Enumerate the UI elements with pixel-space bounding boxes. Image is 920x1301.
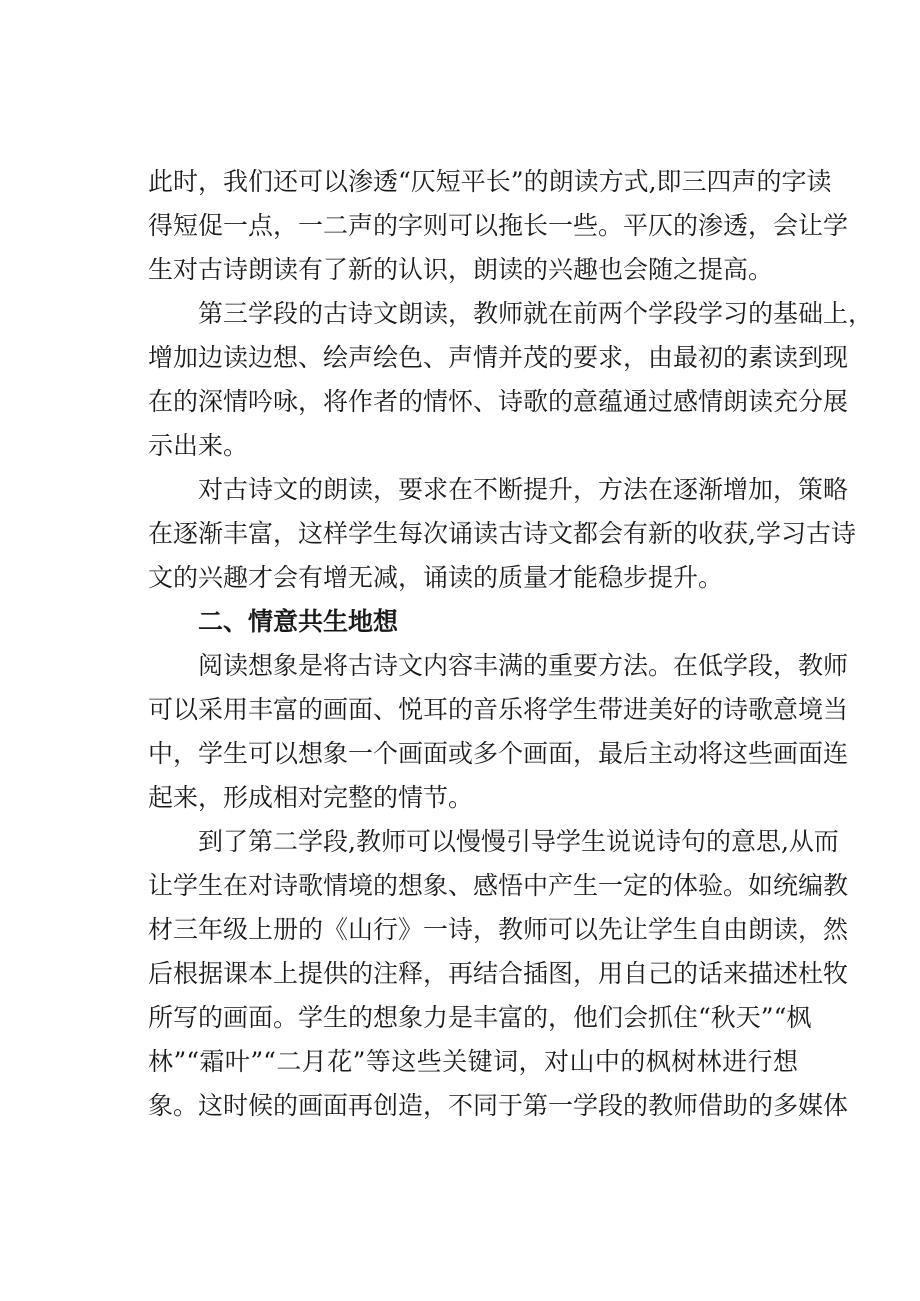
paragraph-line bbox=[0, 380, 920, 424]
paragraph-line bbox=[0, 556, 920, 600]
text-line: 所写的画面。学生的想象力是丰富的，他们会抓住“秋天”“枫 bbox=[148, 1003, 812, 1032]
text-line: 得短促一点，一二声的字则可以拖长一些。平仄的渗透，会让学 bbox=[148, 211, 849, 240]
text-line: 在的深情吟咏，将作者的情怀、诗歌的意蕴通过感情朗读充分展 bbox=[148, 387, 849, 416]
paragraph-line bbox=[0, 688, 920, 732]
paragraph-line bbox=[0, 776, 920, 820]
text-line: 文的兴趣才会有增无减，诵读的质量才能稳步提升。 bbox=[148, 563, 724, 592]
text-line: 增加边读边想、绘声绘色、声情并茂的要求，由最初的素读到现 bbox=[148, 343, 849, 372]
text-line: 阅读想象是将古诗文内容丰满的重要方法。在低学段，教师 bbox=[198, 651, 849, 680]
section-heading: 二、情意共生地想 bbox=[198, 607, 399, 636]
text-line: 此时，我们还可以渗透“仄短平长”的朗读方式,即三四声的字读 bbox=[148, 167, 832, 196]
text-line: 第三学段的古诗文朗读，教师就在前两个学段学习的基础上， bbox=[198, 299, 874, 328]
text-line: 中，学生可以想象一个画面或多个画面，最后主动将这些画面连 bbox=[148, 739, 849, 768]
text-line: 示出来。 bbox=[148, 431, 249, 460]
text-line: 到了第二学段,教师可以慢慢引导学生说说诗句的意思,从而 bbox=[198, 827, 839, 856]
text-line: 生对古诗朗读有了新的认识，朗读的兴趣也会随之提高。 bbox=[148, 255, 774, 284]
text-line: 对古诗文的朗读，要求在不断提升，方法在逐渐增加，策略 bbox=[198, 475, 849, 504]
paragraph-line bbox=[0, 996, 920, 1040]
text-line: 让学生在对诗歌情境的想象、感悟中产生一定的体验。如统编教 bbox=[148, 871, 849, 900]
paragraph-line bbox=[0, 644, 920, 688]
text-line: 材三年级上册的《山行》一诗，教师可以先让学生自由朗读，然 bbox=[148, 915, 849, 944]
text-line: 象。这时候的画面再创造，不同于第一学段的教师借助的多媒体 bbox=[148, 1091, 849, 1120]
paragraph-line bbox=[0, 468, 920, 512]
paragraph-line bbox=[0, 512, 920, 556]
paragraph-line bbox=[0, 1084, 920, 1128]
paragraph-line bbox=[0, 336, 920, 380]
text-line: 起来，形成相对完整的情节。 bbox=[148, 783, 474, 812]
text-line: 后根据课本上提供的注释，再结合插图，用自己的话来描述杜牧 bbox=[148, 959, 849, 988]
paragraph-line bbox=[0, 160, 920, 204]
paragraph-line bbox=[0, 292, 920, 336]
paragraph-line bbox=[0, 820, 920, 864]
text-line: 在逐渐丰富，这样学生每次诵读古诗文都会有新的收获,学习古诗 bbox=[148, 519, 856, 548]
paragraph-line bbox=[0, 424, 920, 468]
paragraph-line bbox=[0, 204, 920, 248]
paragraph-line bbox=[0, 1040, 920, 1084]
text-line: 林”“霜叶”“二月花”等这些关键词，对山中的枫树林进行想 bbox=[148, 1047, 798, 1076]
paragraph-line bbox=[0, 864, 920, 908]
text-line: 可以采用丰富的画面、悦耳的音乐将学生带进美好的诗歌意境当 bbox=[148, 695, 849, 724]
paragraph-line bbox=[0, 952, 920, 996]
paragraph-line bbox=[0, 732, 920, 776]
paragraph-line bbox=[0, 908, 920, 952]
paragraph-line bbox=[0, 248, 920, 292]
